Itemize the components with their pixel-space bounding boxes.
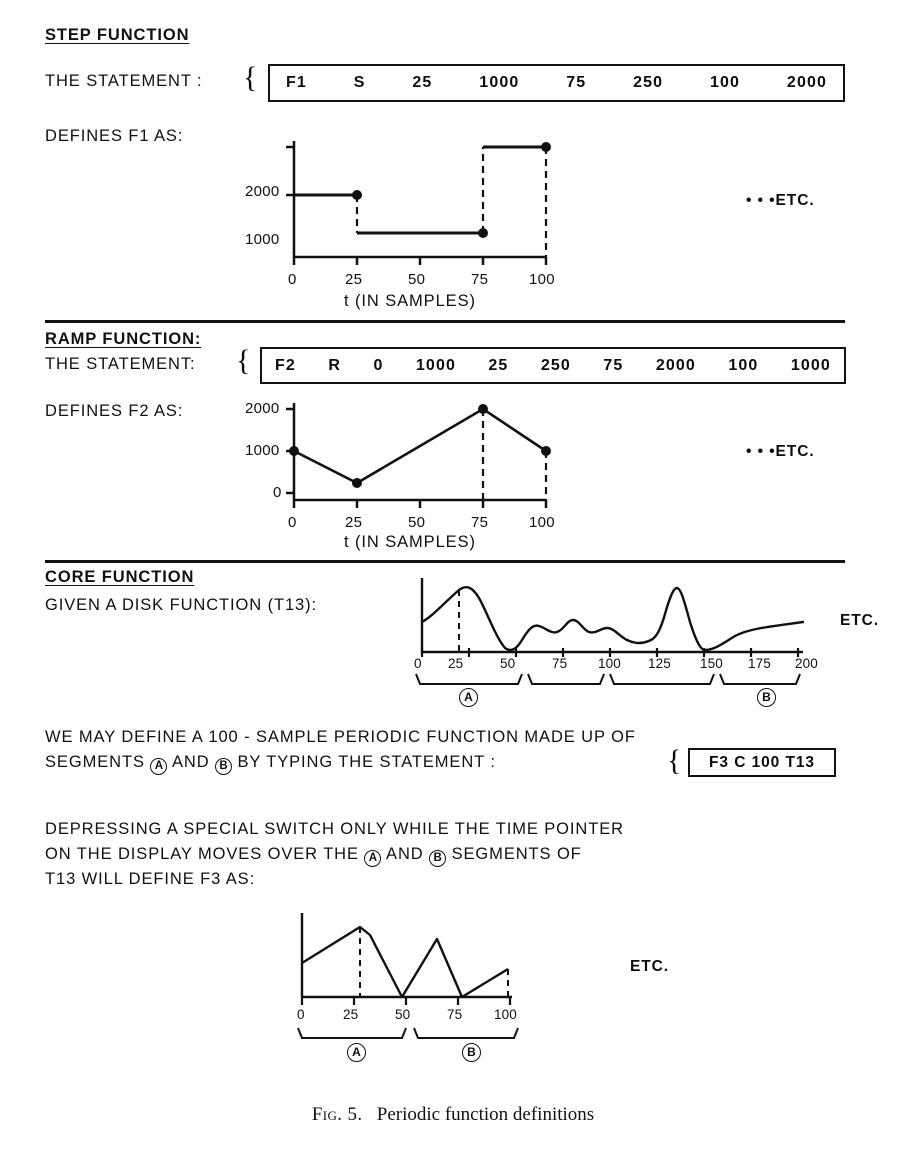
core-p1-statement-word: BY TYPING THE STATEMENT : <box>237 753 496 771</box>
ramp-token-0: F2 <box>275 356 296 374</box>
core-p1-segment-b-badge: B <box>215 758 232 775</box>
f3-etc-label: ETC. <box>630 958 670 975</box>
ramp-brace-icon: { <box>236 344 251 377</box>
f3-xtick-75: 75 <box>447 1007 463 1022</box>
f3-statement-box: F3 C 100 T13 <box>688 748 836 777</box>
step-token-4: 75 <box>566 74 587 91</box>
core-paragraph-2-line-3: T13 WILL DEFINE F3 AS: <box>45 870 256 888</box>
ramp-ytick-1000: 1000 <box>245 442 280 459</box>
disk-xtick-150: 150 <box>700 656 723 671</box>
ramp-xtick-0: 0 <box>288 514 297 531</box>
step-token-5: 250 <box>633 74 664 91</box>
ramp-xtick-75: 75 <box>471 514 489 531</box>
step-chart-svg <box>236 133 796 293</box>
step-token-7: 2000 <box>786 74 827 91</box>
ramp-ytick-2000: 2000 <box>245 400 280 417</box>
f3-result-chart-svg <box>290 905 590 1015</box>
disk-xtick-50: 50 <box>500 656 516 671</box>
ramp-chart-svg <box>236 395 796 530</box>
ramp-token-5: 250 <box>540 356 571 374</box>
core-p2-and-word: AND <box>386 845 424 863</box>
divider-2 <box>45 560 845 563</box>
f3-segment-braces-svg <box>292 1026 542 1044</box>
core-paragraph-1-line-2 <box>45 753 496 775</box>
disk-xtick-0: 0 <box>414 656 422 671</box>
figure-caption-text: Periodic function definitions <box>376 1104 595 1125</box>
disk-segment-a-badge: A <box>459 688 478 707</box>
core-function-heading: CORE FUNCTION <box>45 568 195 586</box>
step-token-6: 100 <box>710 74 741 91</box>
step-token-1: S <box>353 74 366 91</box>
ramp-statement-box <box>260 347 846 384</box>
core-given-label: GIVEN A DISK FUNCTION (T13): <box>45 596 318 614</box>
f3-brace-icon: { <box>667 744 682 777</box>
core-p1-segment-a-badge: A <box>150 758 167 775</box>
step-token-0: F1 <box>286 74 307 91</box>
core-paragraph-2-line-2 <box>45 845 582 867</box>
core-p1-segments-word: SEGMENTS <box>45 753 145 771</box>
ramp-token-8: 100 <box>728 356 759 374</box>
step-xtick-25: 25 <box>345 271 363 288</box>
f3-xtick-100: 100 <box>494 1007 517 1022</box>
step-ytick-2000: 2000 <box>245 183 280 200</box>
ramp-token-1: R <box>328 356 342 374</box>
figure-number: Fig. 5. <box>311 1104 363 1125</box>
disk-segment-braces-svg <box>410 672 840 690</box>
core-p1-and-word: AND <box>171 753 210 771</box>
disk-xtick-100: 100 <box>598 656 621 671</box>
disk-segment-b-badge: B <box>757 688 776 707</box>
disk-segment-braces <box>410 672 840 690</box>
step-xaxis-label: t (IN SAMPLES) <box>344 292 476 310</box>
f3-segment-a-badge: A <box>347 1043 366 1062</box>
ramp-token-7: 2000 <box>655 356 696 374</box>
disk-axis-ticks <box>415 648 835 664</box>
core-p2-pre-text: ON THE DISPLAY MOVES OVER THE <box>45 845 359 863</box>
ramp-etc-label: • • •ETC. <box>746 443 815 460</box>
ramp-function-heading: RAMP FUNCTION: <box>45 330 202 348</box>
step-defines-label: DEFINES F1 AS: <box>45 127 184 145</box>
core-etc-label: ETC. <box>840 612 880 629</box>
divider-1 <box>45 320 845 323</box>
step-statement-label: THE STATEMENT : <box>45 72 203 90</box>
ramp-defines-label: DEFINES F2 AS: <box>45 402 184 420</box>
step-xtick-50: 50 <box>408 271 426 288</box>
step-token-2: 25 <box>412 74 433 91</box>
step-statement-box <box>268 64 845 102</box>
ramp-function-chart <box>236 395 796 530</box>
disk-xtick-175: 175 <box>748 656 771 671</box>
core-p2-segment-a-badge: A <box>364 850 381 867</box>
ramp-xtick-25: 25 <box>345 514 363 531</box>
ramp-token-4: 25 <box>488 356 509 374</box>
step-xtick-75: 75 <box>471 271 489 288</box>
ramp-xtick-50: 50 <box>408 514 426 531</box>
step-etc-label: • • •ETC. <box>746 192 815 209</box>
ramp-token-3: 1000 <box>415 356 456 374</box>
ramp-token-9: 1000 <box>790 356 831 374</box>
f3-xtick-0: 0 <box>297 1007 305 1022</box>
step-token-3: 1000 <box>479 74 520 91</box>
step-function-chart <box>236 133 796 293</box>
ramp-ytick-0: 0 <box>273 484 282 501</box>
disk-xtick-125: 125 <box>648 656 671 671</box>
step-ytick-1000: 1000 <box>245 231 280 248</box>
f3-segment-b-badge: B <box>462 1043 481 1062</box>
step-xtick-0: 0 <box>288 271 297 288</box>
ramp-token-2: 0 <box>373 356 384 374</box>
step-brace-icon: { <box>243 61 258 94</box>
step-function-heading: STEP FUNCTION <box>45 26 190 44</box>
f3-xtick-25: 25 <box>343 1007 359 1022</box>
ramp-xaxis-label: t (IN SAMPLES) <box>344 533 476 551</box>
disk-xtick-75: 75 <box>552 656 568 671</box>
f3-result-chart <box>290 905 590 1015</box>
disk-xtick-25: 25 <box>448 656 464 671</box>
disk-xtick-200: 200 <box>795 656 818 671</box>
f3-segment-braces <box>292 1026 542 1044</box>
ramp-xtick-100: 100 <box>529 514 555 531</box>
ramp-statement-label: THE STATEMENT: <box>45 355 196 373</box>
ramp-token-6: 75 <box>603 356 624 374</box>
core-paragraph-2-line-1: DEPRESSING A SPECIAL SWITCH ONLY WHILE THE TIME POINTER <box>45 820 624 838</box>
step-xtick-100: 100 <box>529 271 555 288</box>
core-p2-segment-b-badge: B <box>429 850 446 867</box>
core-p2-post-text: SEGMENTS OF <box>451 845 582 863</box>
f3-xtick-50: 50 <box>395 1007 411 1022</box>
core-paragraph-1-line-1: WE MAY DEFINE A 100 - SAMPLE PERIODIC FUNCTION MADE UP OF <box>45 728 636 746</box>
disk-axis-ticks-svg <box>415 648 835 664</box>
figure-caption <box>0 1104 906 1126</box>
